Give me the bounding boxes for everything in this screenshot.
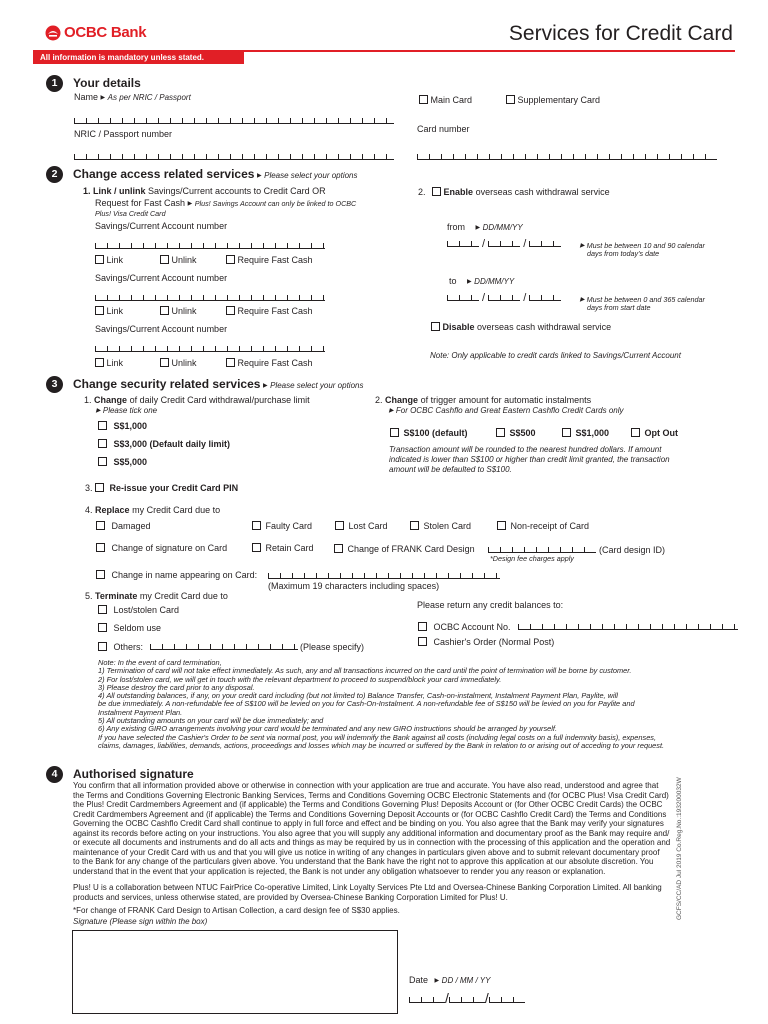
limit-2-option[interactable] [98, 439, 230, 449]
acct-2-input[interactable] [95, 293, 325, 301]
para-line: You confirm that all information provided above or otherwise in connection with your application are true and accurate. You have also read, understood and agree that [73, 781, 659, 790]
fast-cash-label: Require Fast Cash [237, 255, 313, 265]
page-title: Services for Credit Card [508, 22, 733, 45]
section-2-hint: Please select your options [264, 171, 358, 180]
section-4-title: Authorised signature [73, 767, 194, 781]
unlink-label: Unlink [171, 306, 197, 316]
arrow-icon: ▶ [580, 297, 585, 303]
arrow-icon: ▶ [96, 408, 101, 414]
acct-3-unlink[interactable] [160, 358, 197, 368]
reissue-pin-option[interactable] [85, 483, 238, 493]
unlink-label: Unlink [171, 358, 197, 368]
limit-2-label: S$3,000 (Default daily limit) [113, 439, 231, 449]
link-unlink-line1 [83, 186, 326, 196]
to-date-input[interactable]: / / [447, 292, 561, 304]
plus-u-paragraph [73, 883, 662, 902]
retain-checkbox[interactable] [252, 543, 261, 552]
return-cashier-option[interactable] [418, 637, 554, 647]
frank-label: Change of FRANK Card Design [347, 544, 475, 554]
replace-namechange[interactable] [96, 570, 257, 580]
note-line: 2) For lost/stolen card, we will get in touch with the relevant department to proceed to suspend/block your card immediately. [98, 674, 502, 684]
trigger-hint: For OCBC Cashflo and Great Eastern Cashflo Credit Cards only [395, 406, 624, 415]
replace-lost[interactable] [335, 521, 388, 531]
section-3-title: Change security related services [73, 377, 261, 391]
fast-cash-label: Require Fast Cash [237, 306, 313, 316]
para-line: Governing the OCBC Cashflo Credit Card shall continue to apply in full force and effect and be binding on you. You also agree that the Bank may verify your signatures [73, 819, 664, 828]
name-hint: As per NRIC / Passport [107, 93, 191, 102]
name-label-text: Name [74, 92, 99, 102]
arrow-icon: ▶ [262, 383, 268, 389]
logo-text: OCBC Bank [64, 24, 147, 41]
note-line: 5) All outstanding amounts on your card will be due immediately; and [98, 716, 324, 726]
from-format: DD/MM/YY [482, 223, 523, 232]
from-date-input[interactable]: / / [447, 238, 561, 250]
trigger-1-label: S$100 (default) [403, 428, 468, 438]
terminate-lost-checkbox[interactable] [98, 605, 107, 614]
replace-retain[interactable] [252, 543, 314, 553]
section-3-number: 3 [46, 376, 63, 393]
return-cashier-checkbox[interactable] [418, 637, 427, 646]
from-note-2: days from today's date [587, 249, 660, 258]
trigger-hint-row [389, 406, 624, 415]
main-card-checkbox[interactable] [419, 95, 428, 104]
para-line: the Plus! Credit Cardmembers Agreement and (if applicable) the Terms and Conditions Governing Plus! Deposits Account or (for Other OCBC Credit Cards) the OCBC [73, 800, 663, 809]
fast-cash-text: Request for Fast Cash [95, 198, 186, 208]
disable-overseas-checkbox[interactable] [431, 322, 440, 331]
terminate-heading [85, 591, 228, 601]
link-label: Link [106, 255, 124, 265]
trigger-1-option[interactable] [390, 428, 468, 438]
acct-1-unlink[interactable] [160, 255, 197, 265]
arrow-icon: ▶ [434, 978, 440, 984]
acct-3-input[interactable] [95, 344, 325, 352]
section-1-title: Your details [73, 76, 141, 90]
unlink-checkbox[interactable] [160, 358, 169, 367]
mandatory-banner-text: All information is mandatory unless stated. [40, 53, 205, 62]
sigchange-checkbox[interactable] [96, 543, 105, 552]
arrow-icon: ▶ [389, 408, 394, 414]
damaged-label: Damaged [111, 521, 151, 531]
fast-cash-hint-2: Plus! Visa Credit Card [95, 209, 166, 218]
link-label: Link [106, 358, 124, 368]
return-account-option[interactable] [418, 622, 511, 632]
lost-checkbox[interactable] [335, 521, 344, 530]
terminate-lost-label: Lost/stolen Card [113, 605, 180, 615]
trigger-3-label: S$1,000 [575, 428, 610, 438]
trigger-2-label: S$500 [509, 428, 536, 438]
faulty-label: Faulty Card [265, 521, 313, 531]
fast-cash-checkbox[interactable] [226, 255, 235, 264]
acct-1-fastcash[interactable] [226, 255, 313, 265]
replace-heading [85, 505, 220, 515]
para-line: maintenance of your Credit Card with us and that you will give us notice in writing of any changes in particulars given above and to submit relevant documentary proof [73, 847, 660, 857]
termination-notes [98, 659, 664, 750]
acct-3-label: Savings/Current Account number [95, 324, 228, 334]
terminate-bold: Terminate [95, 591, 138, 601]
disable-overseas-option[interactable] [431, 322, 611, 332]
terminate-seldom-label: Seldom use [113, 623, 162, 633]
namechange-label: Change in name appearing on Card: [111, 570, 258, 580]
acct-2-unlink[interactable] [160, 306, 197, 316]
link-unlink-text: Savings/Current accounts to Credit Card OR [148, 186, 326, 196]
fast-cash-checkbox[interactable] [226, 306, 235, 315]
note-line: be due immediately. A non-refundable fee of S$100 will be levied on you for Cash-On-Instalment. A non-refundable fee of S$150 will be levied on you for Paylite and [98, 699, 635, 709]
arrow-icon: ▶ [475, 225, 481, 231]
trigger-3-option[interactable] [562, 428, 609, 438]
limit-2-checkbox[interactable] [98, 439, 107, 448]
from-note-1: Must be between 10 and 90 calendar [586, 241, 705, 250]
to-note-1: Must be between 0 and 365 calendar [586, 295, 705, 304]
nric-label: NRIC / Passport number [74, 129, 173, 139]
new-name-input[interactable] [268, 571, 500, 579]
replace-num: 4. [85, 505, 93, 515]
limit-rest: of daily Credit Card withdrawal/purchase limit [129, 395, 310, 405]
terminate-specify: (Please specify) [300, 642, 365, 652]
note-line: 1) Termination of card will not take effect immediately. As such, any and all transactions incurred on the card until the point of termination will be borne by customer. [98, 666, 632, 676]
limit-hint-row [96, 406, 157, 415]
trigger-heading [375, 395, 591, 405]
section-1-number: 1 [46, 75, 63, 92]
para-line: the Terms and Conditions Governing Electronic Banking Services, Terms and Conditions Governing OCBC Electronic Statements and (for OCBC Plus! Visa Credit Card) [73, 790, 669, 800]
acct-1-label: Savings/Current Account number [95, 221, 228, 231]
unlink-checkbox[interactable] [160, 255, 169, 264]
card-number-label: Card number [417, 124, 470, 134]
section-2-heading [73, 167, 358, 181]
sigchange-label: Change of signature on Card [111, 543, 228, 553]
limit-3-option[interactable] [98, 457, 147, 467]
trigger-1-checkbox[interactable] [390, 428, 399, 437]
form-side-code: GCFS/CC/AD Jul 2019 Co.Reg.No.:193200032W [676, 777, 683, 920]
trigger-2-checkbox[interactable] [496, 428, 505, 437]
frank-design-id-input[interactable] [488, 545, 596, 553]
note-line: 4) All outstanding balances, if any, on your credit card including (but not limited to) Balance Transfer, Cash-on-instalment, Instalment Payment Plan, Paylite, will [98, 691, 618, 701]
section-4-number: 4 [46, 766, 63, 783]
replace-bold: Replace [95, 505, 130, 515]
name-label [74, 92, 191, 102]
replace-nonreceipt[interactable] [497, 521, 589, 531]
reissue-num: 3. [85, 483, 93, 493]
arrow-icon: ▶ [580, 243, 585, 249]
enable-overseas-checkbox[interactable] [432, 187, 441, 196]
frank-id-label: (Card design ID) [599, 545, 666, 555]
acct-3-link[interactable] [95, 358, 123, 368]
terminate-rest: my Credit Card due to [139, 591, 228, 601]
fast-cash-checkbox[interactable] [226, 358, 235, 367]
link-unlink-line2 [95, 198, 356, 208]
limit-1-checkbox[interactable] [98, 421, 107, 430]
supp-card-option[interactable] [506, 95, 600, 105]
terminate-seldom[interactable] [98, 623, 161, 633]
namechange-checkbox[interactable] [96, 570, 105, 579]
trigger-note-3: amount will be defaulted to S$100. [389, 465, 512, 474]
declaration-paragraph [73, 781, 670, 876]
main-card-option[interactable] [419, 95, 472, 105]
acct-2-label: Savings/Current Account number [95, 273, 228, 283]
para-line: or execute all documents and instruments and do all acts and things as may be required by us in connection with the processing of this application and the operation and [73, 838, 671, 847]
replace-frank[interactable] [334, 544, 475, 554]
nonreceipt-label: Non-receipt of Card [510, 521, 590, 531]
replace-sigchange[interactable] [96, 543, 227, 553]
section-2-title: Change access related services [73, 167, 255, 181]
fast-cash-label: Require Fast Cash [237, 358, 313, 368]
acct-3-fastcash[interactable] [226, 358, 313, 368]
date-label: Date [409, 975, 429, 985]
terminate-seldom-checkbox[interactable] [98, 623, 107, 632]
name-input[interactable] [74, 116, 394, 124]
arrow-icon: ▶ [256, 173, 262, 179]
enable-bold: Enable [443, 187, 474, 197]
link-label: Link [106, 306, 124, 316]
date-format: DD / MM / YY [441, 976, 491, 985]
section-2-number: 2 [46, 166, 63, 183]
to-label [449, 276, 514, 286]
link-checkbox[interactable] [95, 358, 104, 367]
arrow-icon: ▶ [187, 201, 193, 207]
reissue-pin-checkbox[interactable] [95, 483, 104, 492]
limit-num: 1. [84, 395, 92, 405]
terminate-others-checkbox[interactable] [98, 642, 107, 651]
replace-rest: my Credit Card due to [132, 505, 221, 515]
acct-1-link[interactable] [95, 255, 123, 265]
trigger-rest: of trigger amount for automatic instalments [420, 395, 592, 405]
nric-input[interactable] [74, 152, 394, 160]
section-3-heading [73, 377, 363, 391]
to-format: DD/MM/YY [474, 277, 515, 286]
replace-stolen[interactable] [410, 521, 471, 531]
supp-card-checkbox[interactable] [506, 95, 515, 104]
note-line: 6) Any existing GIRO arrangements involving your card would be terminated and any new GIRO instructions should be arranged by yourself. [98, 724, 557, 734]
trigger-bold: Change [385, 395, 419, 405]
trigger-note-1: Transaction amount will be rounded to the nearest hundred dollars. If amount [389, 445, 662, 454]
enable-rest: overseas cash withdrawal service [475, 187, 610, 197]
link-checkbox[interactable] [95, 306, 104, 315]
from-label [447, 222, 523, 232]
arrow-icon: ▶ [100, 95, 106, 101]
trigger-4-label: Opt Out [644, 428, 679, 438]
para-line: to the Bank for any change of the particulars given above. You understand that the Bank have the right not to approve this application at our absolute discretion. You [73, 857, 654, 866]
replace-damaged[interactable] [96, 521, 151, 531]
frank-fee-line: *For change of FRANK Card Design to Artisan Collection, a card design fee of S$30 applies. [73, 906, 400, 915]
limit-1-label: S$1,000 [113, 421, 148, 431]
trigger-4-checkbox[interactable] [631, 428, 640, 437]
damaged-checkbox[interactable] [96, 521, 105, 530]
terminate-num: 5. [85, 591, 93, 601]
reissue-pin-label: Re-issue your Credit Card PIN [109, 483, 239, 493]
unlink-checkbox[interactable] [160, 306, 169, 315]
stolen-checkbox[interactable] [410, 521, 419, 530]
faulty-checkbox[interactable] [252, 521, 261, 530]
from-text: from [447, 222, 465, 232]
limit-bold: Change [94, 395, 128, 405]
trigger-3-checkbox[interactable] [562, 428, 571, 437]
name-max-note: (Maximum 19 characters including spaces) [268, 581, 440, 591]
terminate-others-input[interactable] [150, 642, 298, 650]
acct-1-input[interactable] [95, 241, 325, 249]
signature-label: Signature (Please sign within the box) [73, 917, 208, 926]
terminate-others[interactable] [98, 642, 143, 652]
unlink-label: Unlink [171, 255, 197, 265]
return-account-input[interactable] [518, 622, 738, 630]
stolen-label: Stolen Card [423, 521, 472, 531]
item-2-num: 2. [418, 187, 426, 197]
note-line: If you have selected the Cashier's Order to be sent via normal post, you will indemnify the Bank against all costs (including legal costs on a full indemnity basis), expenses, [98, 732, 657, 742]
trigger-4-option[interactable] [631, 428, 678, 438]
replace-faulty[interactable] [252, 521, 312, 531]
section-3-hint: Please select your options [270, 381, 364, 390]
limit-3-label: S$5,000 [113, 457, 148, 467]
trigger-num: 2. [375, 395, 383, 405]
para-line: Plus! U is a collaboration between NTUC FairPrice Co-operative Limited, Link Loyalty Services Pte Ltd and Oversea-Chinese Banking Corporation Limited. All banking [73, 883, 662, 892]
trigger-2-option[interactable] [496, 428, 536, 438]
supp-card-label: Supplementary Card [517, 95, 601, 105]
to-note-2: days from start date [587, 303, 651, 312]
ocbc-logo-icon [45, 25, 61, 41]
disable-rest: overseas cash withdrawal service [477, 322, 612, 332]
return-label: Please return any credit balances to: [417, 600, 564, 610]
trigger-note-2: indicated is lower than S$100 or higher than credit limit granted, the transaction [389, 455, 670, 464]
para-line: Credit Cardmembers Agreement and (if applicable) the Terms and Conditions Governing Deposit Accounts or (for OCBC Cashflo Credit Card) the Terms and Conditions [73, 809, 667, 819]
disable-bold: Disable [442, 322, 475, 332]
limit-heading [84, 395, 310, 405]
arrow-icon: ▶ [467, 279, 472, 285]
enable-overseas-option[interactable] [418, 187, 610, 197]
lost-label: Lost Card [348, 521, 388, 531]
section-2-note: Note: Only applicable to credit cards linked to Savings/Current Account [430, 351, 681, 360]
retain-label: Retain Card [265, 543, 314, 553]
limit-hint: Please tick one [102, 406, 158, 415]
fast-cash-hint: Plus! Savings Account can only be linked to OCBC [194, 199, 357, 208]
link-unlink-bold: 1. Link / unlink [83, 186, 146, 196]
nonreceipt-checkbox[interactable] [497, 521, 506, 530]
acct-2-fastcash[interactable] [226, 306, 313, 316]
return-account-checkbox[interactable] [418, 622, 427, 631]
link-checkbox[interactable] [95, 255, 104, 264]
main-card-label: Main Card [430, 95, 473, 105]
return-account-label: OCBC Account No. [433, 622, 511, 632]
signature-date-input[interactable]: / / [409, 990, 525, 1006]
note-line: 3) Please destroy the card prior to any disposal. [98, 682, 255, 692]
acct-2-link[interactable] [95, 306, 123, 316]
return-cashier-label: Cashier's Order (Normal Post) [433, 637, 555, 647]
para-line: understand that in the event that your application is rejected, the Bank is not under any obligation whatsoever to render you any reason or explanation. [73, 866, 606, 876]
para-line: against its records before acting on your instructions. You also agree that you will supply any additional information and documentary proof as the Bank may require and/ [73, 828, 670, 838]
note-line: Instalment Payment Plan. [98, 707, 183, 717]
frank-fee-note: *Design fee charges apply [490, 554, 574, 563]
note-line: claims, damages, liabilities, demands, actions, proceedings and losses which may be incurred or suffered by the Bank in relation to or arising out of acceding to your request. [98, 740, 665, 750]
para-line: products and services, unless otherwise stated, are provided by Oversea-Chinese Banking Corporation Limited for Plus! U. [73, 892, 508, 902]
note-line: Note: In the event of card termination, [98, 658, 222, 667]
terminate-lost[interactable] [98, 605, 179, 615]
limit-1-option[interactable] [98, 421, 147, 431]
card-number-input[interactable] [417, 152, 717, 160]
signature-box[interactable] [72, 930, 398, 1014]
limit-3-checkbox[interactable] [98, 457, 107, 466]
frank-checkbox[interactable] [334, 544, 343, 553]
to-text: to [449, 276, 457, 286]
date-label-row [409, 975, 490, 985]
terminate-others-label: Others: [113, 642, 144, 652]
